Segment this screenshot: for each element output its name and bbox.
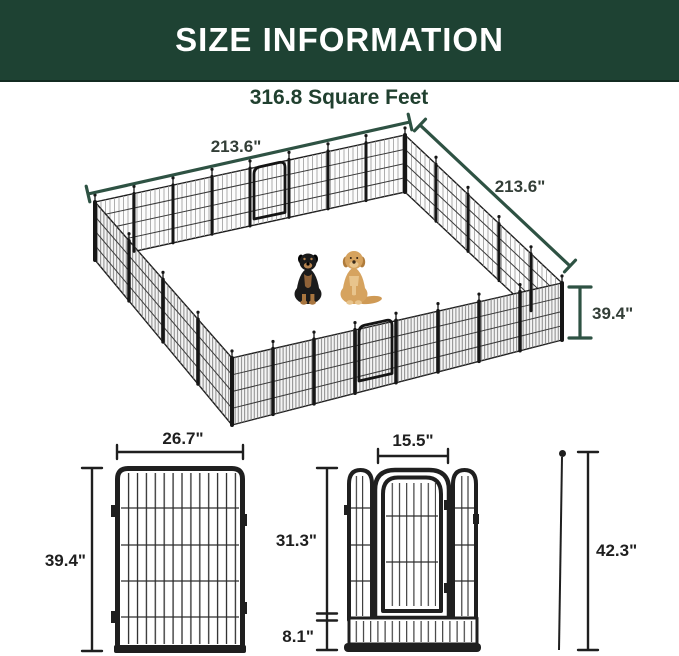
total-height-label: 42.3" [596,541,638,560]
area-label: 316.8 Square Feet [249,86,429,109]
ground-stake [559,450,566,650]
door-height-label: 31.3" [275,531,317,550]
door-width-dimension [378,431,448,463]
single-panel-diagram [45,429,247,653]
door-panel-diagram [276,431,637,652]
panel-width-dimension [117,429,243,459]
dog-rottweiler-icon [295,254,322,305]
door-height-dimension [276,468,337,650]
pen-right-dimension-label: 213.6" [494,177,546,196]
pen-left-dimension-label: 213.6" [210,137,262,156]
bottom-section-label: 8.1" [282,627,314,646]
panel-height-dimension [45,468,102,651]
dog-golden-retriever-icon [341,251,383,305]
panel-front-view [111,469,247,654]
pen-height-dimension-label: 39.4" [592,304,634,323]
door-width-label: 15.5" [392,431,434,450]
panel-width-label: 26.7" [162,429,204,448]
pen-dimension-height [569,287,633,338]
pen-3d-diagram [86,86,633,425]
panel-height-label: 39.4" [44,551,86,570]
total-height-dimension [578,452,637,650]
page-title: SIZE INFORMATION [175,21,504,58]
door-panel-front-view [344,470,481,652]
